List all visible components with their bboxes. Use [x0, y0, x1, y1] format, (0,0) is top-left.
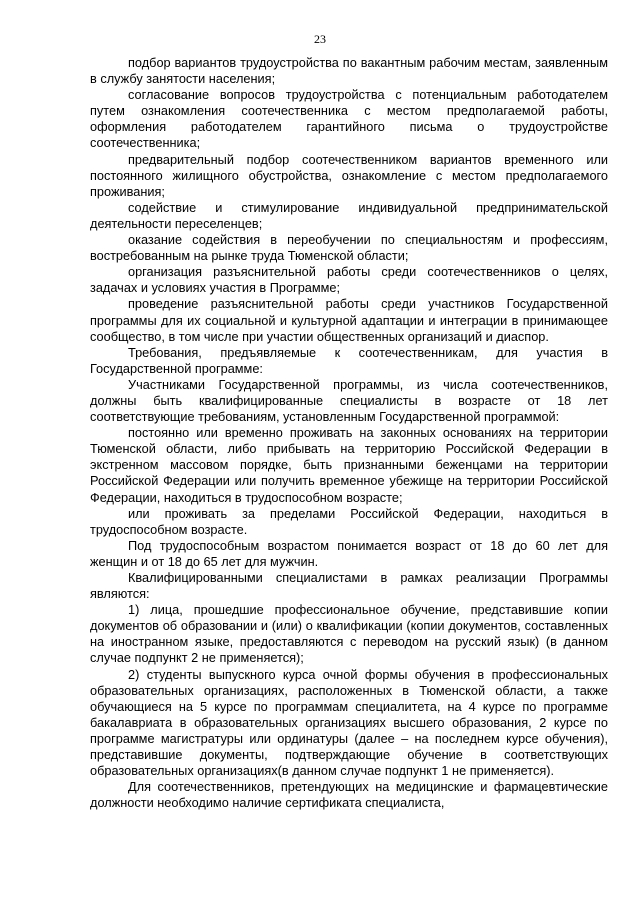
paragraph: 2) студенты выпускного курса очной формы обучения в профессиональных образовательных организациях, расположенных в Тюменской области, а также обучающиеся на 5 курсе по программам специалитета, на 4 курсе по программе бакалавриата в образовательных организациях высшего образования, 2 курсе по программе магистратуры или ординатуры (далее – на последнем курсе обучения), представившие документы, подтверждающие обучение в соответствующих образовательных организациях(в данном случае подпункт 1 не применяется). — [90, 666, 608, 779]
paragraph: подбор вариантов трудоустройства по вакантным рабочим местам, заявленным в службу занятости населения; — [90, 55, 608, 87]
paragraph: согласование вопросов трудоустройства с потенциальным работодателем путем ознакомления соотечественника с местом предполагаемой работы, оформления работодателем гарантийного письма о трудоустройстве соотечественника; — [90, 87, 608, 151]
paragraph: Участниками Государственной программы, из числа соотечественников, должны быть квалифицированные специалисты в возрасте от 18 лет соответствующие требованиям, установленным Государственной программой: — [90, 376, 608, 425]
paragraph: Под трудоспособным возрастом понимается возраст от 18 до 60 лет для женщин и от 18 до 65 лет для мужчин. — [90, 537, 608, 569]
paragraph: Квалифицированными специалистами в рамках реализации Программы являются: — [90, 570, 608, 602]
paragraph: оказание содействия в переобучении по специальностям и профессиям, востребованным на рынке труда Тюменской области; — [90, 232, 608, 264]
paragraph: Для соотечественников, претендующих на медицинские и фармацевтические должности необходимо наличие сертификата специалиста, — [90, 779, 608, 811]
paragraph: содействие и стимулирование индивидуальной предпринимательской деятельности переселенцев; — [90, 199, 608, 231]
paragraph: Требования, предъявляемые к соотечественникам, для участия в Государственной программе: — [90, 344, 608, 376]
paragraph: или проживать за пределами Российской Федерации, находиться в трудоспособном возрасте. — [90, 505, 608, 537]
paragraph: предварительный подбор соотечественником вариантов временного или постоянного жилищного обустройства, ознакомление с местом предполагаемого проживания; — [90, 151, 608, 199]
paragraph: проведение разъяснительной работы среди участников Государственной программы для их социальной и культурной адаптации и интеграции в принимающее сообщество, в том числе при участии общественных организаций и диаспор. — [90, 296, 608, 344]
paragraph: 1) лица, прошедшие профессиональное обучение, представившие копии документов об образовании и (или) о квалификации (копии документов, составленных на иностранном языке, предоставляются с переводом на русский язык) (в данном случае подпункт 2 не применяется); — [90, 602, 608, 666]
page-number: 23 — [314, 32, 326, 46]
document-body — [90, 55, 608, 811]
paragraph: организация разъяснительной работы среди соотечественников о целях, задачах и условиях участия в Программе; — [90, 264, 608, 296]
paragraph: постоянно или временно проживать на законных основаниях на территории Тюменской области, либо прибывать на территорию Российской Федерации в экстренном массовом порядке, быть признанными беженцами на территории Российской Федерации или получить временное убежище на территории Российской Федерации, находиться в трудоспособном возрасте; — [90, 425, 608, 505]
